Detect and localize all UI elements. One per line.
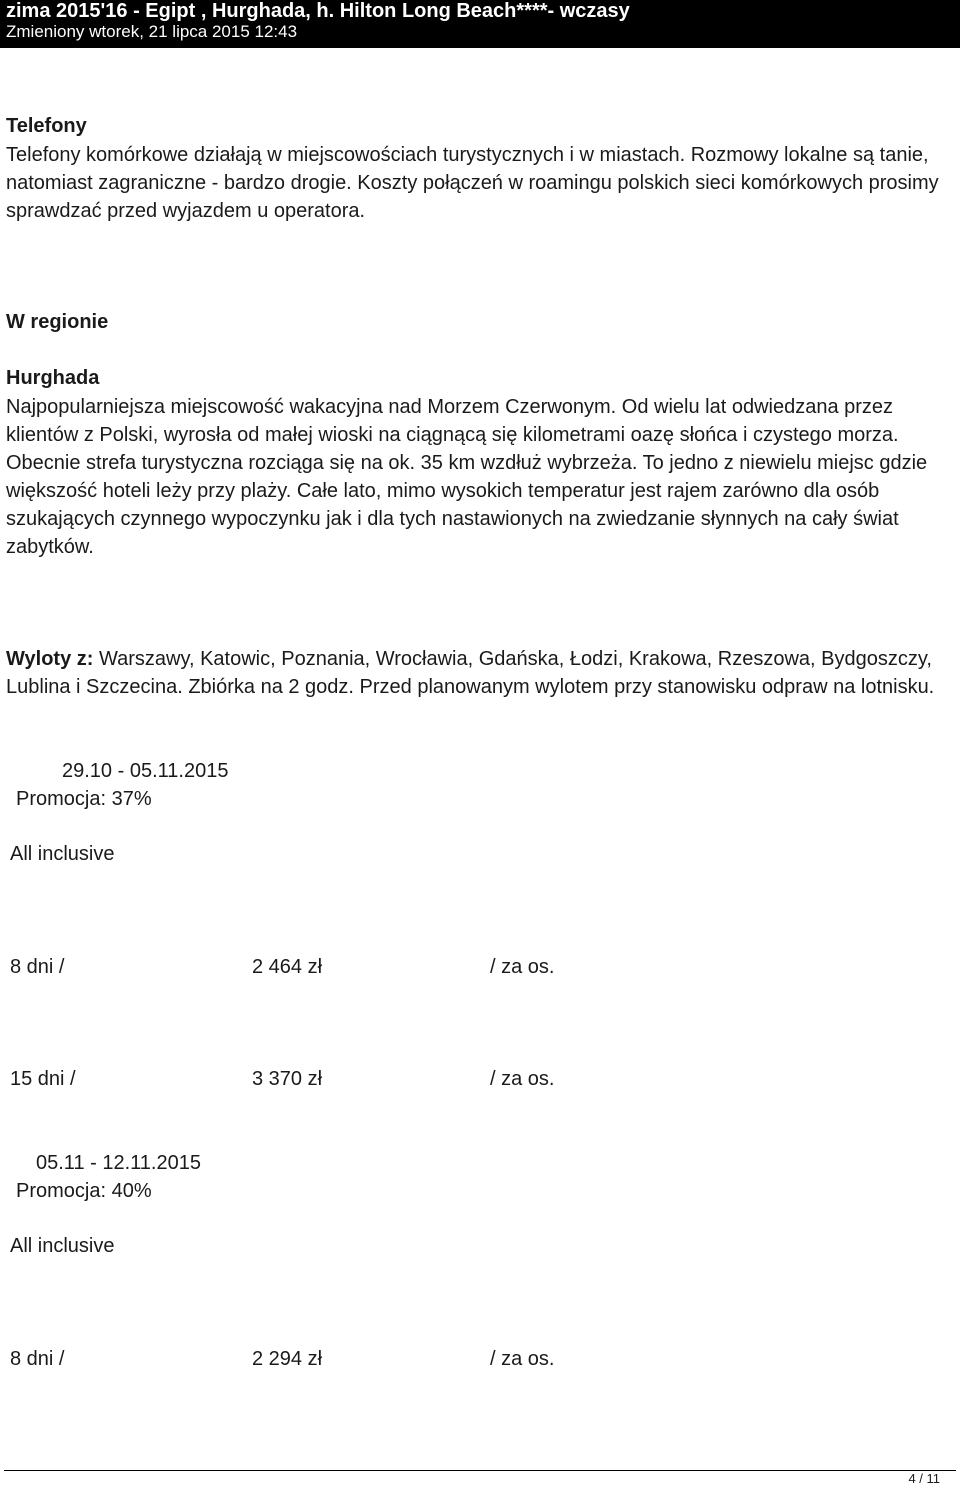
offer-unit: / za os.	[490, 1348, 555, 1370]
offer-promo: Promocja: 40%	[16, 1180, 152, 1202]
region-heading: W regionie	[6, 311, 109, 333]
region-subheading: Hurghada	[6, 367, 100, 389]
phones-text: Telefony komórkowe działają w miejscowościach turystycznych i w miastach. Rozmowy lokalne są tanie, natomiast zagraniczne - bardzo drogie. Koszty połączeń w roamingu polskich sieci komórkowych prosimy sprawdzać przed wyjazdem u operatora.	[6, 144, 939, 222]
flights-paragraph	[6, 645, 956, 701]
offer-dates: 29.10 - 05.11.2015	[62, 760, 229, 782]
page-number: 4 / 11	[908, 1471, 940, 1486]
flights-label: Wyloty z:	[6, 648, 94, 670]
document-title: zima 2015'16 - Egipt , Hurghada, h. Hilton Long Beach****- wczasy	[6, 0, 630, 22]
footer-divider	[4, 1470, 956, 1471]
document-header	[0, 0, 960, 48]
phones-heading: Telefony	[6, 115, 87, 137]
region-text: Najpopularniejsza miejscowość wakacyjna nad Morzem Czerwonym. Od wielu lat odwiedzana przez klientów z Polski, wyrosła od małej wioski na ciągnącą się kilometrami oazę słońca i czystego morza. Obecnie strefa turystyczna rozciąga się na ok. 35 km wzdłuż wybrzeża. To jedno z niewielu miejsc gdzie większość hoteli leży przy plaży. Całe lato, mimo wysokich temperatur jest rajem zarówno dla osób szukających czynnego wypoczynku jak i dla tych nastawionych na zwiedzanie słynnych na cały świat zabytków.	[6, 396, 928, 558]
offer-price: 3 370 zł	[252, 1068, 323, 1090]
offer-days: 15 dni /	[10, 1068, 76, 1090]
offer-price: 2 294 zł	[252, 1348, 323, 1370]
offer-dates: 05.11 - 12.11.2015	[36, 1152, 201, 1174]
offer-promo: Promocja: 37%	[16, 788, 152, 810]
flights-text: Warszawy, Katowic, Poznania, Wrocławia, Gdańska, Łodzi, Krakowa, Rzeszowa, Bydgoszczy, Lublina i Szczecina. Zbiórka na 2 godz. Przed planowanym wylotem przy stanowisku odpraw na lotnisku.	[6, 648, 935, 698]
offer-unit: / za os.	[490, 1068, 555, 1090]
offer-board: All inclusive	[10, 843, 115, 865]
offer-board: All inclusive	[10, 1235, 115, 1257]
modified-date: Zmieniony wtorek, 21 lipca 2015 12:43	[6, 22, 298, 41]
offer-price: 2 464 zł	[252, 956, 323, 978]
offer-days: 8 dni /	[10, 1348, 65, 1370]
offer-days: 8 dni /	[10, 956, 65, 978]
offer-unit: / za os.	[490, 956, 555, 978]
